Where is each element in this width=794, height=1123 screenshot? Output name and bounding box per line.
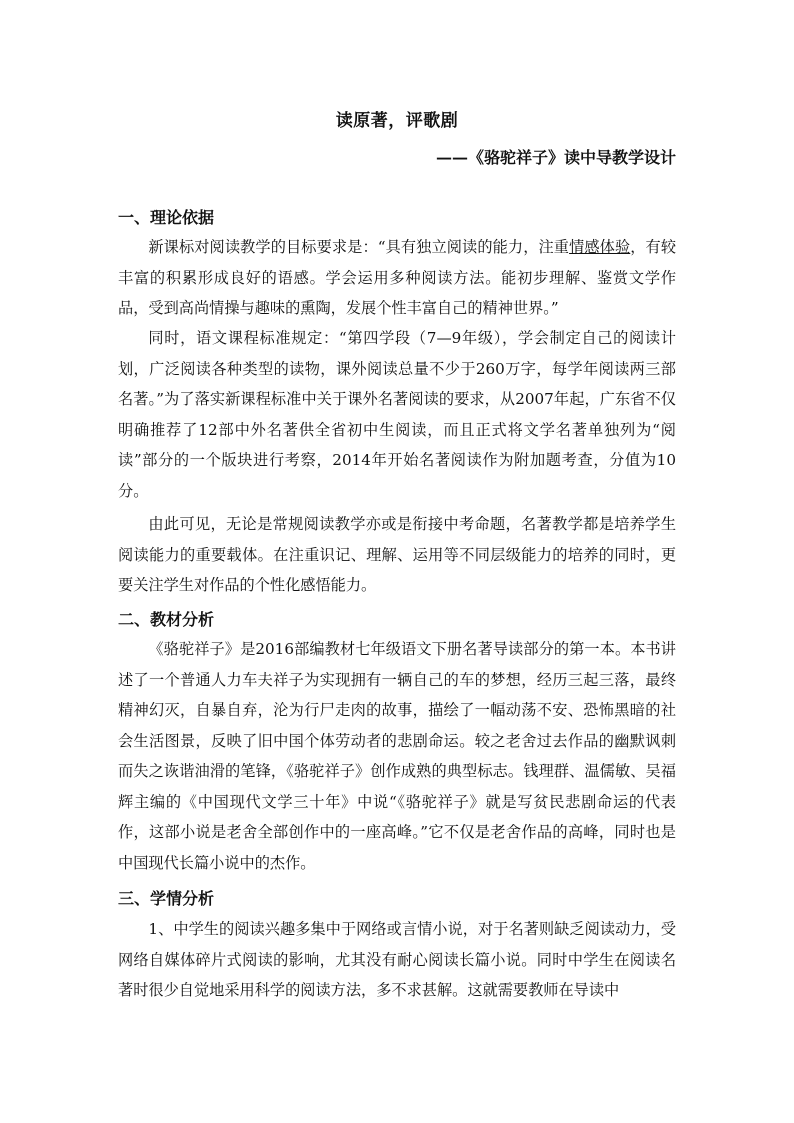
section-heading-students: 三、学情分析 [118, 889, 215, 908]
paragraph-conclusion: 由此可见，无论是常规阅读教学亦或是衔接中考命题，名著教学都是培养学生阅读能力的重要载体。在注重识记、理解、运用等不同层级能力的培养的同时，更要关注学生对作品的个性化感悟能力。 [118, 515, 676, 594]
paragraph-curriculum-goals: 新课标对阅读教学的目标要求是：“具有独立阅读的能力，注重情感体验，有较丰富的积累形成良好的语感。学会运用多种阅读方法。能初步理解、鉴赏文学作品，受到高尚情操与趣味的熏陶，发展个性丰富自己的精神世界。” [118, 238, 677, 317]
section-heading-theory: 一、理论依据 [118, 208, 215, 227]
paragraph-student-analysis: 1、中学生的阅读兴趣多集中于网络或言情小说，对于名著则缺乏阅读动力，受网络自媒体碎片式阅读的影响，尤其没有耐心阅读长篇小说。同时中学生在阅读名著时很少自觉地采用科学的阅读方法，多不求甚解。这就需要教师在导读中 [118, 920, 676, 999]
document-subtitle: ——《骆驼祥子》读中导教学设计 [435, 148, 676, 167]
paragraph-curriculum-standard: 同时，语文课程标准规定：“第四学段（7—9年级），学会制定自己的阅读计划，广泛阅读各种类型的读物，课外阅读总量不少于260万字，每学年阅读两三部名著。”为了落实新课程标准中关于课外名著阅读的要求，从2007年起，广东省不仅明确推荐了12部中外名著供全省初中生阅读，而且正式将文学名著单独列为“阅读”部分的一个版块进行考察，2014年开始名著阅读作为附加题考查，分值为10分。 [118, 329, 676, 500]
paragraph-textbook-analysis: 《骆驼祥子》是2016部编教材七年级语文下册名著导读部分的第一本。本书讲述了一个普通人力车夫祥子为实现拥有一辆自己的车的梦想，经历三起三落，最终精神幻灭，自暴自弃，沦为行尸走肉的故事，描绘了一幅动荡不安、恐怖黑暗的社会生活图景，反映了旧中国个体劳动者的悲剧命运。较之老舍过去作品的幽默讽刺而失之诙谐油滑的笔锋，《骆驼祥子》创作成熟的典型标志。钱理群、温儒敏、吴福辉主编的《中国现代文学三十年》中说“《骆驼祥子》就是写贫民悲剧命运的代表作，这部小说是老舍全部创作中的一座高峰。”它不仅是老舍作品的高峰，同时也是中国现代长篇小说中的杰作。 [118, 640, 676, 872]
section-heading-textbook: 二、教材分析 [118, 610, 215, 629]
underlined-term: 情感体验 [569, 238, 631, 256]
document-title: 读原著，评歌剧 [335, 111, 459, 131]
